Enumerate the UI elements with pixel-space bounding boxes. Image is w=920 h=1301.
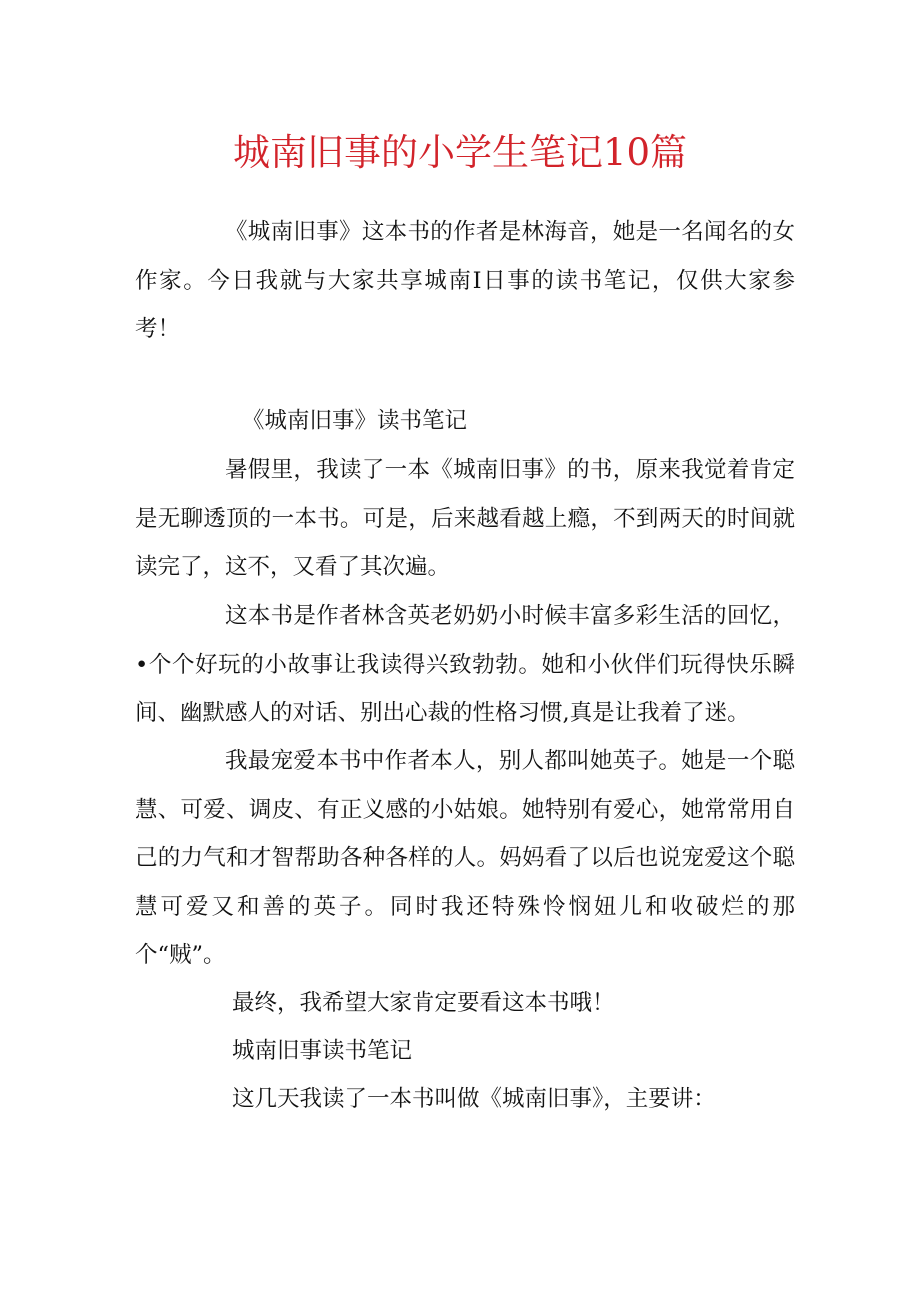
closing-paragraph: 最终，我希望大家肯定要看这本书哦！ (232, 990, 615, 1016)
section2-first-line: 这几天我读了一本书叫做《城南旧事》，主要讲： (232, 1086, 716, 1112)
body-paragraph-1: 暑假里，我读了一本《城南旧事》的书，原来我觉着肯定是无聊透顶的一本书。可是，后来越看越上瘾，不到两天的时间就读完了，这不，又看了其次遍。 (135, 457, 795, 580)
body-paragraph-2: 这本书是作者林含英老奶奶小时候丰富多彩生活的回忆，•个个好玩的小故事让我读得兴致勃勃。她和小伙伴们玩得快乐瞬间、幽默感人的对话、别出心裁的性格习惯,真是让我着了迷。 (135, 603, 795, 726)
section-heading-1: 《城南旧事》读书笔记 (242, 408, 468, 434)
page-title: 城南旧事的小学生笔记10篇 (232, 131, 688, 174)
body-paragraph-3: 我最宠爱本书中作者本人，别人都叫她英子。她是一个聪慧、可爱、调皮、有正义感的小姑娘。她特别有爱心，她常常用自己的力气和才智帮助各种各样的人。妈妈看了以后也说宠爱这个聪慧可爱又和善的英子。同时我还特殊怜悯妞儿和收破烂的那个“贼”。 (135, 748, 795, 968)
section-heading-2: 城南旧事读书笔记 (232, 1038, 413, 1064)
intro-paragraph: 《城南旧事》这本书的作者是林海音，她是一名闻名的女作家。今日我就与大家共享城南I日事的读书笔记，仅供大家参考！ (135, 219, 795, 342)
